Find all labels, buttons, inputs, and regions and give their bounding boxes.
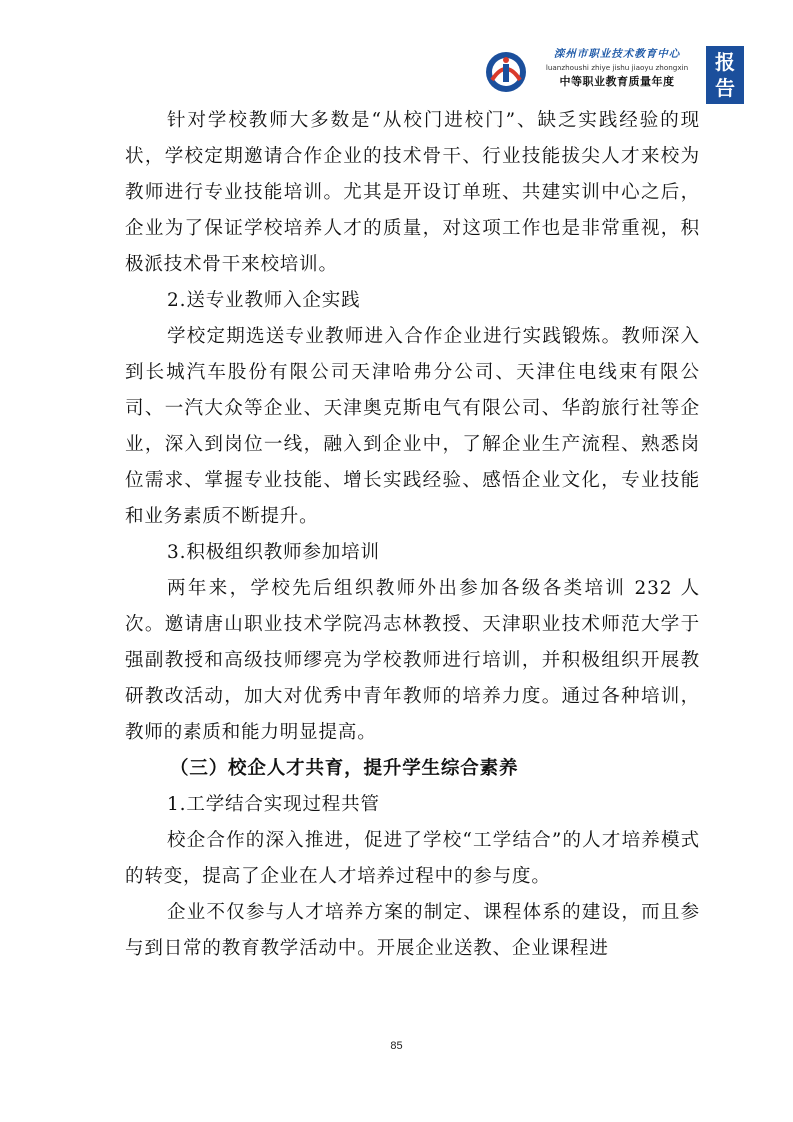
paragraph: 针对学校教师大多数是“从校门进校门”、缺乏实践经验的现状，学校定期邀请合作企业的技术骨干、行业技能拔尖人才来校为教师进行专业技能培训。尤其是开设订单班、共建实训中心之后，企业为了保证学校培养人才的质量，对这项工作也是非常重视，积极派技术骨干来校培训。	[125, 110, 700, 275]
paragraph: 校企合作的深入推进，促进了学校“工学结合”的人才培养模式的转变，提高了企业在人才培养过程中的参与度。	[125, 830, 700, 887]
badge-char-1: 报	[715, 50, 735, 74]
school-logo-icon	[484, 50, 528, 94]
header-subtitle: 中等职业教育质量年度	[559, 75, 675, 88]
page-number: 85	[390, 1040, 403, 1052]
section-heading: 2.送专业教师入企实践	[167, 290, 361, 311]
header-title: 滦州市职业技术教育中心	[553, 48, 681, 60]
report-header	[484, 40, 756, 106]
section-heading: 3.积极组织教师参加培训	[167, 542, 380, 563]
section-heading: 1.工学结合实现过程共管	[167, 794, 380, 815]
paragraph: 学校定期选送专业教师进入合作企业进行实践锻炼。教师深入到长城汽车股份有限公司天津哈弗分公司、天津住电线束有限公司、一汽大众等企业、天津奥克斯电气有限公司、华韵旅行社等企业，深入到岗位一线，融入到企业中，了解企业生产流程、熟悉岗位需求、掌握专业技能、增长实践经验、感悟企业文化，专业技能和业务素质不断提升。	[125, 326, 700, 527]
header-pinyin: luanzhoushi zhiye jishu jiaoyu zhongxin	[545, 63, 689, 72]
report-badge	[706, 46, 744, 104]
paragraph: 两年来，学校先后组织教师外出参加各级各类培训 232 人次。邀请唐山职业技术学院冯志林教授、天津职业技术师范大学于强副教授和高级技师缪亮为学校教师进行培训，并积极组织开展教研教改活动，加大对优秀中青年教师的培养力度。通过各种培训，教师的素质和能力明显提高。	[125, 578, 700, 743]
badge-char-2: 告	[715, 76, 735, 100]
header-text	[532, 46, 702, 91]
paragraph: 企业不仅参与人才培养方案的制定、课程体系的建设，而且参与到日常的教育教学活动中。开展企业送教、企业课程进	[125, 902, 700, 959]
document-body	[125, 103, 700, 967]
chapter-heading: （三）校企人才共育，提升学生综合素养	[170, 758, 519, 779]
